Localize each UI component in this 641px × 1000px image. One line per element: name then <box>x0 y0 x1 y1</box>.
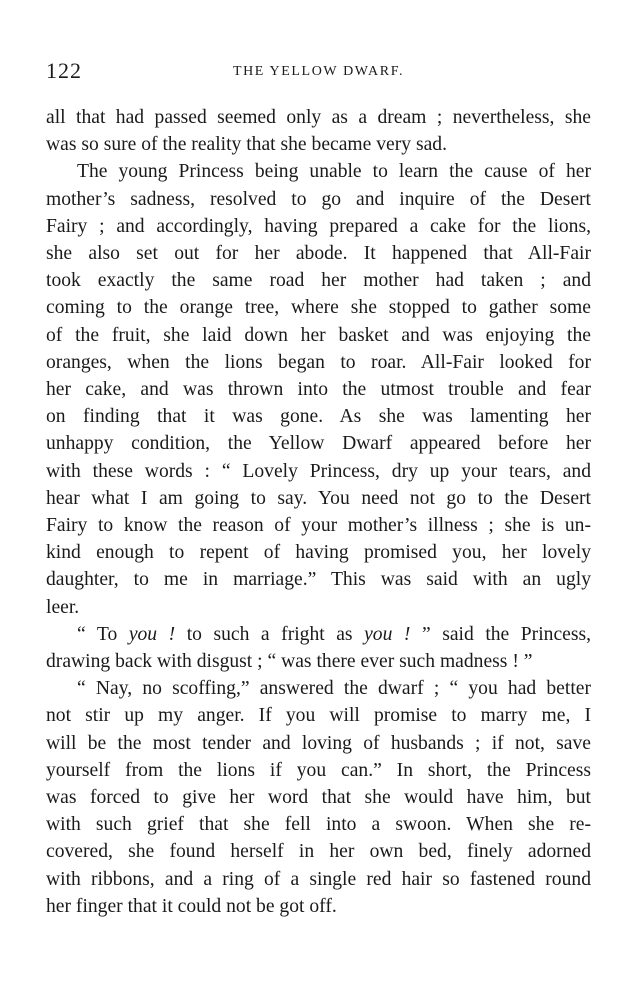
text-line: coming to the orange tree, where she stopped to gather some <box>46 297 591 319</box>
text-line: with these words : “ Lovely Princess, dry up your tears, and <box>46 460 591 482</box>
text-line: her cake, and was thrown into the utmost trouble and fear <box>46 379 591 401</box>
text-line: Fairy ; and accordingly, having prepared a cake for the lions, <box>46 215 591 237</box>
paragraph-2 <box>46 158 591 620</box>
italic-text: you ! <box>364 623 411 645</box>
text-line: mother’s sadness, resolved to go and inquire of the Desert <box>46 188 591 210</box>
text-line: unhappy condition, the Yellow Dwarf appeared before her <box>46 433 591 455</box>
text-line: on finding that it was gone. As she was lamenting her <box>46 406 591 428</box>
text-line: with such grief that she fell into a swoon. When she re- <box>46 814 591 836</box>
text-line <box>46 621 591 648</box>
paragraph-3 <box>46 621 591 675</box>
text-line: took exactly the same road her mother had taken ; and <box>46 270 591 292</box>
text-line: was so sure of the reality that she became very sad. <box>46 134 447 156</box>
running-head: THE YELLOW DWARF. <box>232 64 405 79</box>
text-line: oranges, when the lions began to roar. All-Fair looked for <box>46 351 591 373</box>
text-line: “ Nay, no scoffing,” answered the dwarf ; “ you had better <box>77 678 591 700</box>
text-line: with ribbons, and a ring of a single red hair so fastened round <box>46 868 591 890</box>
text-line: covered, she found herself in her own bed, finely adorned <box>46 841 591 863</box>
text-line: drawing back with disgust ; “ was there ever such madness ! ” <box>46 651 533 673</box>
text-line: yourself from the lions if you can.” In short, the Princess <box>46 759 591 781</box>
page-header <box>46 58 591 90</box>
text-line: will be the most tender and loving of husbands ; if not, save <box>46 732 591 754</box>
text-run: “ To <box>77 623 129 645</box>
text-line: not stir up my anger. If you will promise to marry me, I <box>46 705 591 727</box>
text-run: to such a fright as <box>175 623 365 645</box>
text-run: ” said the Princess, <box>410 623 591 645</box>
text-line: all that had passed seemed only as a dream ; nevertheless, she <box>46 107 591 128</box>
text-line: daughter, to me in marriage.” This was said with an ugly <box>46 569 591 591</box>
text-line: hear what I am going to say. You need not go to the Desert <box>46 487 591 509</box>
body-text <box>46 104 591 920</box>
book-page <box>46 58 591 920</box>
text-line: kind enough to repent of having promised you, her lovely <box>46 542 591 564</box>
text-line: she also set out for her abode. It happened that All-Fair <box>46 243 591 265</box>
text-line: Fairy to know the reason of your mother’s illness ; she is un- <box>46 515 591 537</box>
text-line: leer. <box>46 596 80 618</box>
paragraph-1 <box>46 104 591 158</box>
text-line: her finger that it could not be got off. <box>46 895 337 917</box>
italic-text: you ! <box>128 623 176 645</box>
page-number: 122 <box>46 58 82 83</box>
text-line: of the fruit, she laid down her basket and was enjoying the <box>46 324 591 346</box>
text-line: was forced to give her word that she would have him, but <box>46 787 591 809</box>
paragraph-4 <box>46 675 591 920</box>
text-line: The young Princess being unable to learn the cause of her <box>77 161 591 183</box>
